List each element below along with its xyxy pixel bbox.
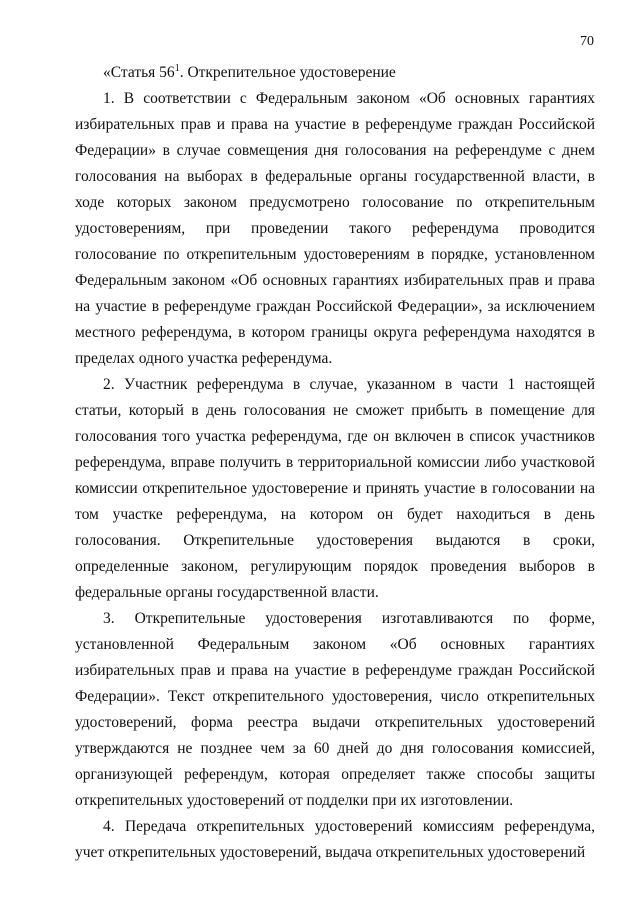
page-number: 70: [580, 34, 594, 49]
article-number-superscript: 1: [174, 63, 180, 74]
article-paragraphs: [75, 86, 595, 866]
article-heading-prefix: «Статья 56: [103, 64, 175, 81]
document-body: [75, 60, 595, 866]
article-heading-title: . Открепительное удостоверение: [179, 64, 396, 81]
paragraph-4: 4. Передача открепительных удостоверений комиссиям референдума, учет открепительных удостоверений, выдача открепительных удостоверений: [75, 818, 595, 861]
paragraph-1: 1. В соответствии с Федеральным законом «Об основных гарантиях избирательных прав и права на участие в референдуме граждан Российской Федерации» в случае совмещения дня голосования на референдуме с днем голосования на выборах в федеральные органы государственной власти, в ходе которых законом предусмотрено голосование по открепительным удостоверениям, при проведении такого референдума проводится голосование по открепительным удостоверениям в порядке, установленном Федеральным законом «Об основных гарантиях избирательных прав и права на участие в референдуме граждан Российской Федерации», за исключением местного референдума, в котором границы округа референдума находятся в пределах одного участка референдума.: [75, 90, 595, 367]
paragraph-2: 2. Участник референдума в случае, указанном в части 1 настоящей статьи, который в день голосования не сможет прибыть в помещение для голосования того участка референдума, где он включен в список участников референдума, вправе получить в территориальной комиссии либо участковой комиссии открепительное удостоверение и принять участие в голосовании на том участке референдума, на котором он будет находиться в день голосования. Открепительные удостоверения выдаются в сроки, определенные законом, регулирующим порядок проведения выборов в федеральные органы государственной власти.: [75, 376, 595, 601]
article-heading: [75, 60, 595, 86]
paragraph-3: 3. Открепительные удостоверения изготавливаются по форме, установленной Федеральным законом «Об основных гарантиях избирательных прав и права на участие в референдуме граждан Российской Федерации». Текст открепительного удостоверения, число открепительных удостоверений, форма реестра выдачи открепительных удостоверений утверждаются не позднее чем за 60 дней до дня голосования комиссией, организующей референдум, которая определяет также способы защиты открепительных удостоверений от подделки при их изготовлении.: [75, 610, 595, 809]
